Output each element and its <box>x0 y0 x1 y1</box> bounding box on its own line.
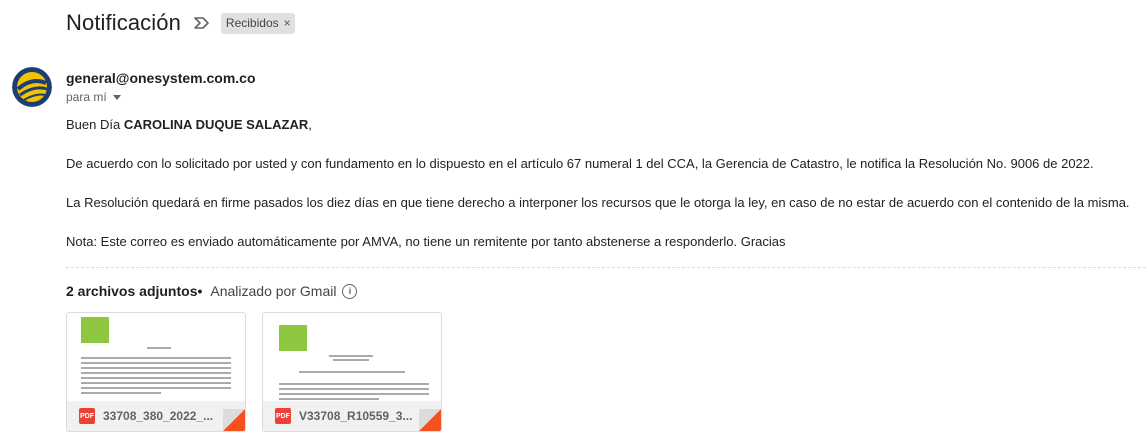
document-text-line <box>81 367 231 369</box>
attachment-filename: V33708_R10559_3... <box>299 409 413 423</box>
attachment-card[interactable] <box>66 312 246 432</box>
attachment-card[interactable] <box>262 312 442 432</box>
info-icon[interactable]: i <box>342 284 357 299</box>
document-text-line <box>279 398 379 400</box>
onesystem-logo-icon <box>12 67 52 107</box>
attachments-divider <box>66 267 1146 268</box>
document-logo-icon <box>279 325 307 351</box>
pdf-file-icon: PDF <box>79 408 95 424</box>
attachment-footer <box>263 401 441 431</box>
document-text-line <box>81 387 231 389</box>
attachment-thumbnail <box>67 313 245 403</box>
document-text-line <box>81 362 231 364</box>
body-paragraph-2: La Resolución quedará en firme pasados los diez días en que tiene derecho a interponer los recursos que le otorga la ley, en caso de no estar de acuerdo con el contenido de la misma. <box>66 195 1130 210</box>
document-text-line <box>147 347 171 349</box>
page-fold-icon <box>223 409 245 431</box>
attachment-filename: 33708_380_2022_... <box>103 409 214 423</box>
attachments-count: 2 archivos adjuntos <box>66 283 198 299</box>
remove-label-icon[interactable]: × <box>283 16 291 30</box>
document-text-line <box>81 372 231 374</box>
scan-status: Analizado por Gmail <box>210 283 337 299</box>
body-paragraph-1: De acuerdo con lo solicitado por usted y con fundamento en lo dispuesto en el artículo 67 numeral 1 del CCA, la Gerencia de Catastro, le notifica la Resolución No. 9006 de 2022. <box>66 156 1094 171</box>
subject-row <box>66 10 295 36</box>
importance-marker-icon[interactable] <box>193 16 211 30</box>
document-text-line <box>81 392 161 394</box>
greeting-line <box>66 117 312 132</box>
email-subject: Notificación <box>66 10 181 35</box>
sender-email[interactable]: general@onesystem.com.co <box>66 70 256 86</box>
recipient-text: para mí <box>66 90 107 104</box>
label-chip-inbox <box>221 13 295 34</box>
sender-avatar <box>12 67 52 107</box>
document-logo-icon <box>81 317 109 343</box>
document-text-line <box>279 383 429 385</box>
attachment-thumbnail <box>263 313 441 403</box>
pdf-file-icon: PDF <box>275 408 291 424</box>
document-text-line <box>81 377 231 379</box>
document-text-line <box>279 388 429 390</box>
recipient-details-toggle[interactable] <box>66 90 121 104</box>
attachments-header <box>66 283 357 299</box>
recipient-name: CAROLINA DUQUE SALAZAR <box>123 117 309 132</box>
document-text-line <box>81 382 231 384</box>
greeting-suffix: , <box>308 117 312 132</box>
document-text-line <box>299 371 405 373</box>
document-text-line <box>279 393 429 395</box>
document-text-line <box>329 355 373 357</box>
chevron-down-icon <box>113 95 121 100</box>
attachments-separator: • <box>197 283 203 299</box>
page-fold-icon <box>419 409 441 431</box>
document-text-line <box>333 359 369 361</box>
body-paragraph-3: Nota: Este correo es enviado automáticamente por AMVA, no tiene un remitente por tanto abstenerse a responderlo. Gracias <box>66 234 786 249</box>
greeting-prefix: Buen Día <box>66 117 124 132</box>
document-text-line <box>81 357 231 359</box>
attachment-footer <box>67 401 245 431</box>
label-chip-text: Recibidos <box>225 16 279 30</box>
